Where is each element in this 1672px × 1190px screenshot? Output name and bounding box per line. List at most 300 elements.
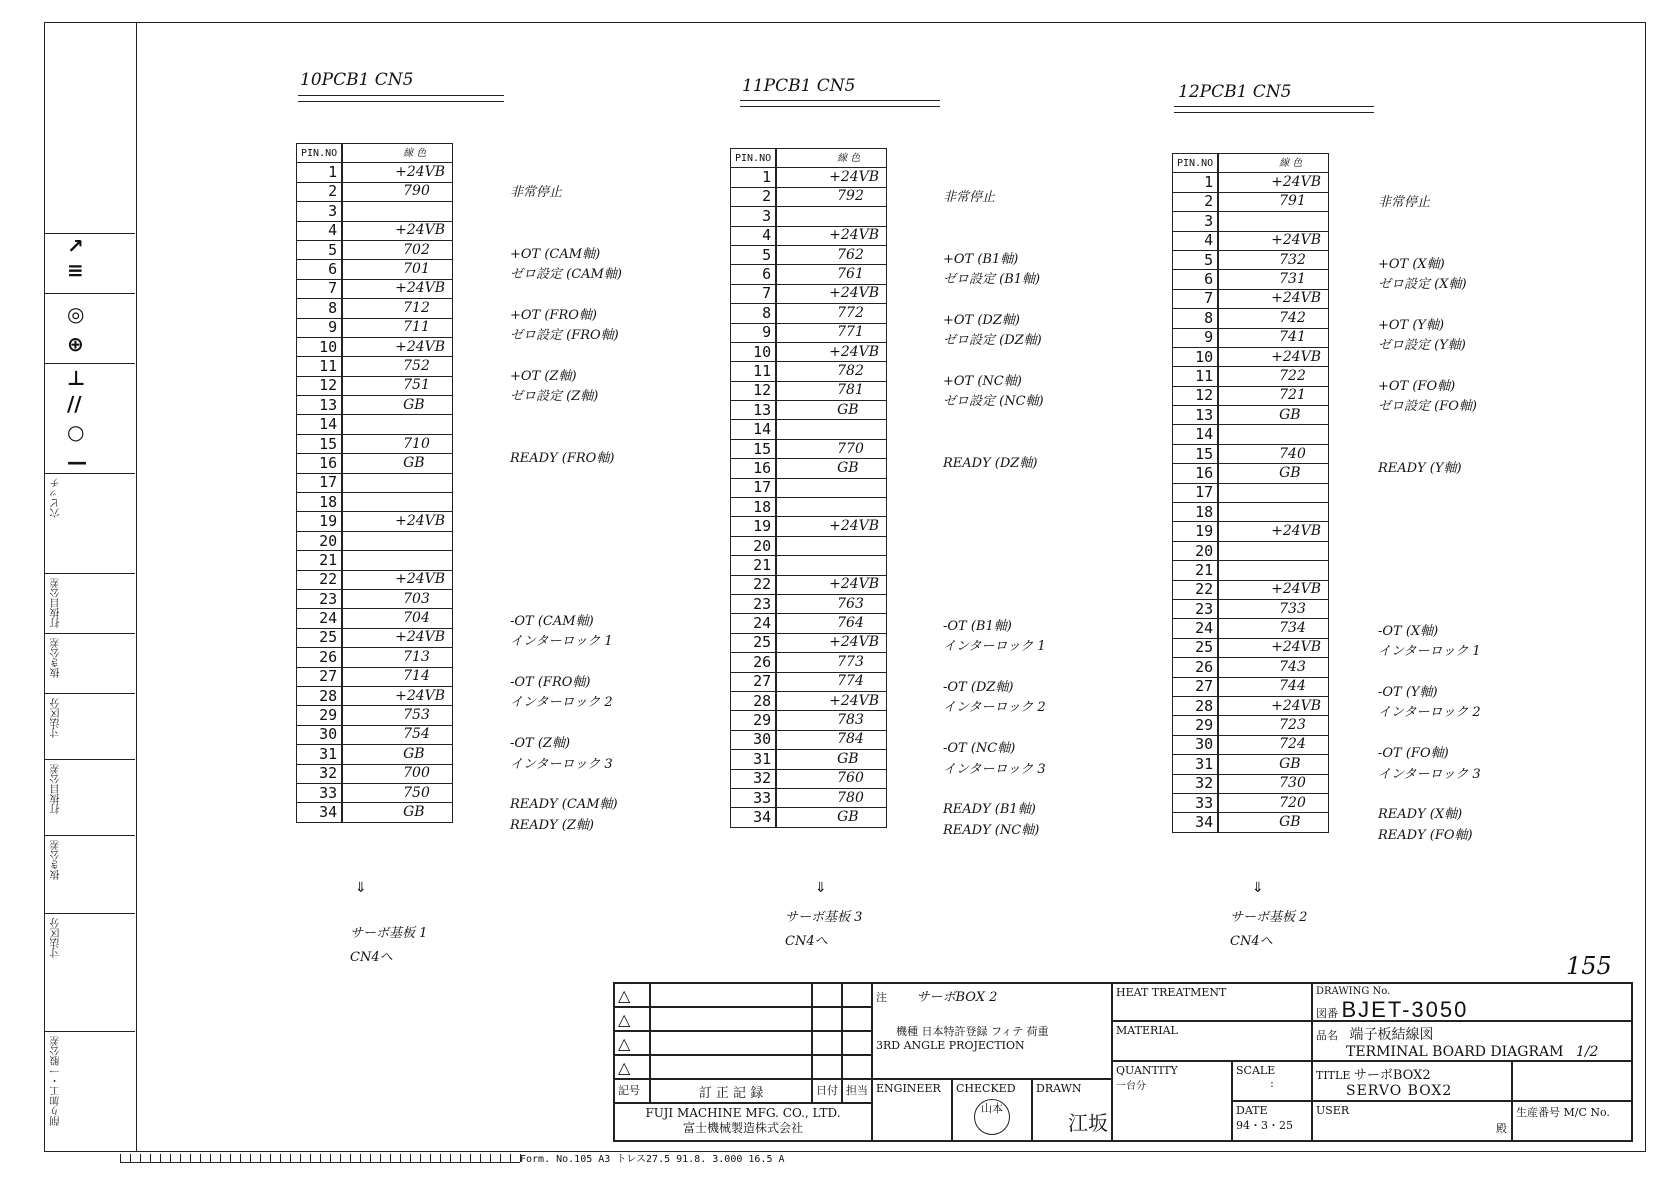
pin-number: 19: [1173, 522, 1219, 541]
table-row: [731, 459, 887, 478]
wire-signal: 741: [1218, 328, 1328, 347]
pin-table-11pcb1: [730, 148, 887, 828]
table-row: [1173, 367, 1329, 386]
pin-number: 25: [1173, 638, 1219, 657]
user-label: USER: [1316, 1104, 1350, 1117]
ruler-tick: [210, 1154, 211, 1162]
wire-signal: [342, 531, 452, 550]
pin-number: 22: [1173, 580, 1219, 599]
table-row: [731, 401, 887, 420]
roundness-symbol: ○: [67, 420, 85, 444]
wire-signal: [776, 556, 886, 575]
pin-number: 20: [731, 536, 777, 555]
wire-signal: GB: [776, 808, 886, 827]
table-row: [297, 279, 453, 298]
table-row: [297, 376, 453, 395]
table-row: [297, 686, 453, 705]
table-row: [731, 304, 887, 323]
table-row: [731, 633, 887, 652]
wire-signal: 791: [1218, 192, 1328, 211]
destination-connector: CN4へ: [350, 950, 393, 965]
revision-cell: [812, 1055, 842, 1079]
page-number: 155: [1566, 952, 1612, 980]
wire-signal: 764: [776, 614, 886, 633]
triangle-icon: △: [618, 986, 631, 1005]
ruler-tick: [300, 1154, 301, 1162]
table-row: [297, 783, 453, 802]
pin-number: 18: [1173, 503, 1219, 522]
revision-cell: [842, 1007, 872, 1031]
table-row: [1173, 347, 1329, 366]
strip-label: 抜き公差: [51, 638, 62, 678]
table-row: [297, 396, 453, 415]
pin-number: 31: [297, 745, 343, 764]
signal-note: インターロック 1: [510, 634, 613, 650]
signal-note: -OT (FO軸): [1378, 746, 1449, 762]
table-row: [1173, 696, 1329, 715]
pin-number: 24: [731, 614, 777, 633]
strip-cell: [45, 633, 135, 694]
title-label: TITLE: [1316, 1069, 1351, 1082]
ruler-tick: [370, 1154, 371, 1162]
pin-number: 11: [731, 362, 777, 381]
signal-note: READY (X軸): [1378, 807, 1463, 823]
title-cell: [1312, 1061, 1512, 1101]
signal-note: +OT (CAM軸): [510, 246, 601, 262]
pin-number: 2: [1173, 192, 1219, 211]
quantity-cell: [1112, 1061, 1232, 1141]
pin-number: 30: [731, 730, 777, 749]
destination-12pcb1: [1230, 906, 1307, 954]
table-row: [297, 609, 453, 628]
date-cell: [1232, 1101, 1312, 1141]
signal-note: -OT (CAM軸): [510, 613, 594, 629]
wire-signal: 700: [342, 764, 452, 783]
ruler-tick: [500, 1154, 501, 1162]
pin-number: 33: [297, 783, 343, 802]
pin-number: 33: [1173, 793, 1219, 812]
title-jp: サーボBOX2: [1353, 1068, 1431, 1083]
wire-signal: 720: [1218, 793, 1328, 812]
wire-signal: [342, 493, 452, 512]
revision-cell: [812, 983, 842, 1007]
drawn-cell: [1032, 1079, 1112, 1141]
pin-number: 32: [297, 764, 343, 783]
heat-treatment-label: HEAT TREATMENT: [1112, 983, 1312, 1021]
wire-signal: GB: [1218, 813, 1328, 832]
wire-signal: 750: [342, 783, 452, 802]
table-row: [297, 493, 453, 512]
symmetry-symbol: ≡: [67, 258, 84, 282]
signal-note: READY (CAM軸): [510, 797, 618, 813]
table-row: [1173, 231, 1329, 250]
pin-number: 12: [297, 376, 343, 395]
company-name-en: FUJI MACHINE MFG. CO., LTD.: [645, 1106, 841, 1120]
table-row: [731, 381, 887, 400]
table-row: [297, 182, 453, 201]
table-row: [1173, 561, 1329, 580]
table-row: [1173, 250, 1329, 269]
down-arrow-icon: ⇓: [355, 880, 367, 896]
pin-number: 34: [731, 808, 777, 827]
wire-signal: GB: [342, 803, 452, 822]
signal-note: インターロック 3: [943, 761, 1046, 777]
wire-signal: [1218, 503, 1328, 522]
destination-connector: CN4へ: [1230, 934, 1273, 949]
table-row: [1173, 192, 1329, 211]
table-row: [731, 226, 887, 245]
pin-number: 19: [297, 512, 343, 531]
table-row: [731, 265, 887, 284]
signal-note: 非常停止: [510, 185, 563, 201]
signal-note: 非常停止: [1378, 195, 1431, 211]
pin-number: 5: [297, 240, 343, 259]
pin-number: 12: [1173, 386, 1219, 405]
table-row: [731, 168, 887, 187]
signal-note: インターロック 2: [1378, 705, 1481, 721]
triangle-icon: △: [618, 1034, 631, 1053]
checked-cell: [952, 1079, 1032, 1141]
checked-label: CHECKED: [956, 1082, 1016, 1095]
table-row: [731, 556, 887, 575]
table-row: [297, 745, 453, 764]
wire-signal: +24VB: [1218, 522, 1328, 541]
ruler-tick: [420, 1154, 421, 1162]
position-symbol: ⊕: [67, 332, 84, 356]
pin-number: 4: [731, 226, 777, 245]
wire-signal: 740: [1218, 444, 1328, 463]
ruler-tick: [250, 1154, 251, 1162]
pin-number: 5: [731, 245, 777, 264]
pin-number: 19: [731, 517, 777, 536]
production-no-label: 生産番号 M/C No.: [1512, 1101, 1632, 1141]
wire-color-header: 線 色: [342, 144, 452, 163]
strip-cell: [45, 693, 135, 760]
wire-signal: +24VB: [1218, 289, 1328, 308]
ruler-tick: [340, 1154, 341, 1162]
table-row: [731, 594, 887, 613]
pin-number: 26: [1173, 658, 1219, 677]
note-line-2: 機種 日本特許登録 フィテ 荷重: [896, 1025, 1049, 1038]
parallelism-symbol: //: [67, 392, 82, 416]
table-row: [731, 187, 887, 206]
pin-number: 9: [1173, 328, 1219, 347]
wire-signal: 731: [1218, 270, 1328, 289]
pin-number: 26: [731, 653, 777, 672]
signal-note: READY (Y軸): [1378, 460, 1462, 476]
signal-note: -OT (NC軸): [943, 741, 1016, 757]
pin-number: 7: [731, 284, 777, 303]
table-row: [297, 531, 453, 550]
wire-signal: +24VB: [776, 284, 886, 303]
signal-note: -OT (B1軸): [943, 618, 1012, 634]
signal-note: +OT (X軸): [1378, 256, 1445, 272]
wire-signal: 734: [1218, 619, 1328, 638]
table-row: [1173, 755, 1329, 774]
company-name-jp: 富士機械製造株式会社: [682, 1121, 803, 1135]
signal-note: READY (FRO軸): [510, 450, 615, 466]
table2-header: 11PCB1 CN5: [742, 76, 856, 96]
signal-note: ゼロ設定 (NC軸): [943, 394, 1044, 410]
straightness-symbol: —: [67, 450, 87, 474]
pin-number: 18: [731, 498, 777, 517]
date-label: DATE: [1236, 1104, 1268, 1117]
note-label: 注: [876, 991, 887, 1004]
strip-cell: [45, 835, 135, 914]
table-row: [297, 512, 453, 531]
pin-number: 16: [1173, 464, 1219, 483]
table-row: [731, 808, 887, 827]
signal-note: ゼロ設定 (FRO軸): [510, 328, 619, 344]
drawing-no-cell: [1312, 983, 1632, 1021]
pin-number: 21: [731, 556, 777, 575]
revision-row: [614, 1031, 650, 1055]
pin-number: 17: [1173, 483, 1219, 502]
wire-signal: 790: [342, 182, 452, 201]
signal-note: インターロック 1: [1378, 644, 1481, 660]
pin-number: 17: [731, 478, 777, 497]
table-row: [1173, 503, 1329, 522]
wire-signal: 781: [776, 381, 886, 400]
wire-signal: GB: [342, 745, 452, 764]
wire-signal: [776, 478, 886, 497]
table-row: [297, 648, 453, 667]
ruler-tick: [180, 1154, 181, 1162]
title-extra-cell: [1512, 1061, 1632, 1101]
table-row: [297, 570, 453, 589]
header-underline: [740, 106, 940, 107]
ruler-tick: [230, 1154, 231, 1162]
table-row: [1173, 173, 1329, 192]
pin-number: 13: [731, 401, 777, 420]
table-row: [731, 536, 887, 555]
wire-signal: [776, 498, 886, 517]
pin-number: 6: [731, 265, 777, 284]
pin-no-header: PIN.NO: [297, 144, 343, 163]
date-value: 94・3・25: [1236, 1119, 1293, 1132]
table-row: [731, 362, 887, 381]
wire-signal: +24VB: [776, 575, 886, 594]
part-name-en-text: TERMINAL BOARD DIAGRAM: [1346, 1044, 1564, 1060]
ruler-tick: [220, 1154, 221, 1162]
strip-cell: [45, 573, 135, 634]
pin-number: 13: [1173, 406, 1219, 425]
ruler-tick: [400, 1154, 401, 1162]
table-row: [297, 202, 453, 221]
pin-number: 13: [297, 396, 343, 415]
sheet-number: 1/2: [1575, 1044, 1599, 1060]
table-row: [297, 357, 453, 376]
pin-number: 7: [297, 279, 343, 298]
table-row: [731, 517, 887, 536]
revision-cell: [650, 1007, 812, 1031]
pin-number: 28: [297, 686, 343, 705]
revision-cell: [650, 983, 812, 1007]
signal-note: インターロック 2: [943, 700, 1046, 716]
signal-note: インターロック 3: [510, 756, 613, 772]
pin-number: 30: [297, 725, 343, 744]
pin-number: 15: [297, 434, 343, 453]
pin-number: 15: [1173, 444, 1219, 463]
wire-signal: 710: [342, 434, 452, 453]
table-row: [731, 284, 887, 303]
table-row: [731, 691, 887, 710]
revision-record-label: 訂 正 記 録: [650, 1079, 812, 1103]
table-row: [1173, 386, 1329, 405]
user-suffix: 殿: [1496, 1122, 1507, 1135]
pin-number: 8: [297, 299, 343, 318]
wire-signal: 754: [342, 725, 452, 744]
signal-note: +OT (FRO軸): [510, 307, 597, 323]
ruler-tick: [190, 1154, 191, 1162]
wire-signal: 752: [342, 357, 452, 376]
table-row: [297, 706, 453, 725]
table-row: [731, 323, 887, 342]
pin-number: 6: [297, 260, 343, 279]
table-row: [297, 299, 453, 318]
pin-number: 29: [1173, 716, 1219, 735]
scale-label: SCALE: [1236, 1064, 1276, 1077]
part-name: 端子板結線図: [1349, 1027, 1434, 1043]
pin-number: 18: [297, 493, 343, 512]
wire-signal: GB: [1218, 406, 1328, 425]
destination-board: サーボ基板 1: [350, 926, 428, 941]
ruler-tick: [440, 1154, 441, 1162]
wire-signal: 714: [342, 667, 452, 686]
part-name-cell: [1312, 1021, 1632, 1061]
table-row: [1173, 716, 1329, 735]
scale-cell: [1232, 1061, 1312, 1101]
signal-note: ゼロ設定 (FO軸): [1378, 399, 1477, 415]
table-row: [1173, 270, 1329, 289]
pin-number: 24: [1173, 619, 1219, 638]
wire-signal: [342, 473, 452, 492]
triangle-icon: △: [618, 1058, 631, 1077]
wire-signal: 760: [776, 769, 886, 788]
table-row: [297, 551, 453, 570]
wire-color-header: 線 色: [1218, 154, 1328, 173]
scale-ruler: [120, 1148, 520, 1163]
ruler-tick: [510, 1154, 511, 1162]
ruler-tick: [350, 1154, 351, 1162]
strip-label: 寸法区分: [51, 918, 62, 958]
wire-color-header: 線 色: [776, 149, 886, 168]
destination-board: サーボ基板 2: [1230, 910, 1308, 925]
pin-number: 26: [297, 648, 343, 667]
signal-note: +OT (B1軸): [943, 251, 1019, 267]
table-row: [1173, 425, 1329, 444]
ruler-tick: [160, 1154, 161, 1162]
concentricity-symbol: ◎: [67, 302, 85, 326]
table-row: [1173, 309, 1329, 328]
destination-board: サーボ基板 3: [785, 910, 863, 925]
pin-number: 27: [1173, 677, 1219, 696]
wire-signal: 763: [776, 594, 886, 613]
table-row: [1173, 774, 1329, 793]
wire-signal: +24VB: [1218, 638, 1328, 657]
wire-signal: 723: [1218, 716, 1328, 735]
wire-signal: 712: [342, 299, 452, 318]
projection-label: 3RD ANGLE PROJECTION: [876, 1039, 1025, 1052]
table-row: [297, 260, 453, 279]
pin-number: 30: [1173, 735, 1219, 754]
wire-signal: +24VB: [342, 279, 452, 298]
pin-no-header: PIN.NO: [1173, 154, 1219, 173]
pin-number: 3: [1173, 212, 1219, 231]
wire-signal: +24VB: [1218, 347, 1328, 366]
pin-number: 20: [297, 531, 343, 550]
wire-signal: [776, 536, 886, 555]
table-row: [1173, 444, 1329, 463]
wire-signal: 770: [776, 439, 886, 458]
table-row: [731, 730, 887, 749]
pin-number: 8: [731, 304, 777, 323]
pin-number: 27: [731, 672, 777, 691]
table-row: [1173, 212, 1329, 231]
pin-number: 21: [1173, 561, 1219, 580]
wire-signal: 771: [776, 323, 886, 342]
pin-number: 14: [731, 420, 777, 439]
table-header-row: [731, 149, 887, 168]
table-row: [297, 667, 453, 686]
ruler-tick: [480, 1154, 481, 1162]
pin-number: 4: [1173, 231, 1219, 250]
table-row: [731, 750, 887, 769]
wire-signal: [1218, 425, 1328, 444]
wire-signal: 732: [1218, 250, 1328, 269]
table-row: [297, 415, 453, 434]
strip-label: 削り加工・一般公差: [51, 1036, 62, 1126]
ruler-tick: [130, 1154, 131, 1162]
table-row: [297, 589, 453, 608]
wire-signal: +24VB: [342, 686, 452, 705]
wire-signal: 742: [1218, 309, 1328, 328]
scale-value: :: [1270, 1077, 1274, 1090]
destination-connector: CN4へ: [785, 934, 828, 949]
revision-row: [614, 1055, 650, 1079]
pin-number: 1: [1173, 173, 1219, 192]
wire-signal: +24VB: [776, 633, 886, 652]
perpendicularity-symbol: ⊥: [67, 366, 86, 390]
form-number: Form. No.105 A3 トレス27.5 91.8. 3.000 16.5 A: [520, 1154, 785, 1165]
table-row: [1173, 580, 1329, 599]
signal-note: ゼロ設定 (CAM軸): [510, 267, 622, 282]
wire-signal: 772: [776, 304, 886, 323]
table-header-row: [1173, 154, 1329, 173]
signal-note: インターロック 2: [510, 695, 613, 711]
ruler-tick: [470, 1154, 471, 1162]
pin-number: 23: [731, 594, 777, 613]
strip-cell: [45, 1031, 135, 1154]
date-column-label: 日付: [812, 1079, 842, 1103]
wire-signal: GB: [1218, 464, 1328, 483]
strip-label: 抜き公差: [51, 840, 62, 880]
table-row: [297, 454, 453, 473]
wire-signal: 774: [776, 672, 886, 691]
signal-note: インターロック 1: [943, 639, 1046, 655]
pin-number: 10: [1173, 347, 1219, 366]
pin-number: 34: [1173, 813, 1219, 832]
signal-note: ゼロ設定 (Y軸): [1378, 338, 1466, 354]
pin-number: 31: [731, 750, 777, 769]
table-row: [1173, 328, 1329, 347]
signal-note: READY (Z軸): [510, 817, 594, 833]
table-row: [1173, 289, 1329, 308]
ruler-tick: [380, 1154, 381, 1162]
wire-signal: GB: [1218, 755, 1328, 774]
title-en: SERVO BOX2: [1346, 1083, 1453, 1099]
ruler-tick: [490, 1154, 491, 1162]
